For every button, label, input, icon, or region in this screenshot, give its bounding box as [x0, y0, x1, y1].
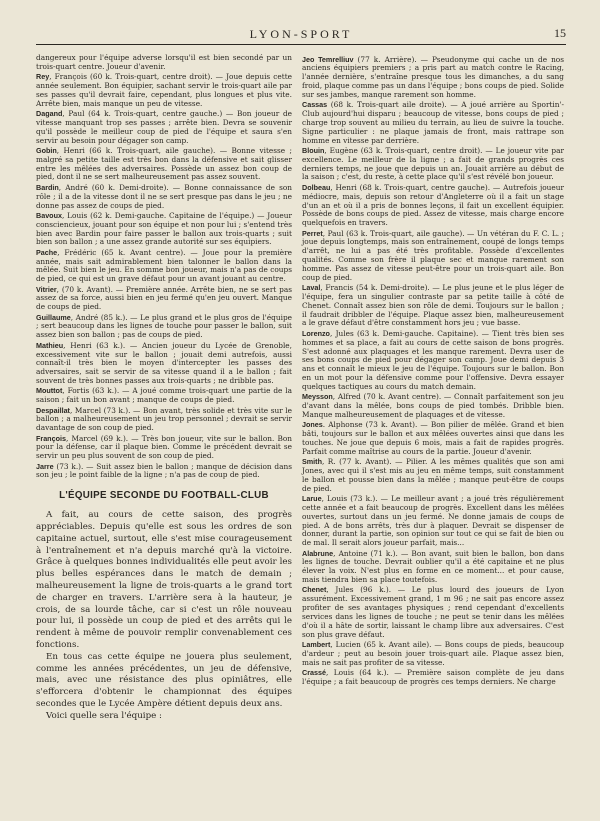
player-name: Gobin	[36, 145, 57, 155]
player-description: , Lucien (65 k. Avant aile). — Bons coups de pieds, beaucoup d'ardeur ; peut au besoin jouer trois-quart aile. Plaque assez bien, mais ne sait pas profiter de sa vitesse.	[302, 640, 564, 667]
player-entry	[302, 330, 564, 392]
player-name: Chenet	[302, 585, 327, 595]
player-name: Jarre	[36, 461, 54, 471]
player-description: , Jules (96 k.). — Le plus lourd des joueurs de Lyon assurément. Excessivement grand, 1 m 96 ; ne sait pas encore assez profiter de ses avantages physiques ; rend cependant d'excellents services dans les lignes de touche ; ne peut se tenir dans les mêlées d'où il a hâte de sortir, laissant le champ libre aux adversaires. C'est son plus grave défaut.	[302, 585, 564, 639]
right-column	[302, 54, 564, 687]
continued-paragraph: dangereux pour l'équipe adverse lorsqu'il est bien secondé par un trois-quart centre. Joueur d'avenir.	[36, 53, 292, 71]
player-entry	[302, 641, 564, 668]
section-paragraph: Voici quelle sera l'équipe :	[46, 710, 162, 721]
player-name: Rey	[36, 72, 50, 82]
player-name: Mathieu	[36, 340, 64, 350]
player-entry	[302, 421, 564, 456]
player-entry	[36, 407, 292, 434]
player-name: Guillaume	[36, 312, 71, 322]
player-name: Bardin	[36, 182, 59, 192]
player-description: , Marcel (73 k.). — Bon avant, très solide et très vite sur le ballon ; a malheureusement un jeu trop personnel ; devrait se servir davantage de son coup de pied.	[36, 405, 292, 433]
player-description: (73 k.). — Suit assez bien le ballon ; manque de décision dans son jeu ; le point faible de la ligne ; n'a pas de coup de pied.	[36, 461, 292, 480]
player-description: , (70 k. Avant). — Première année. Arrête bien, ne se sert pas assez de sa force, aussi bien en jeu fermé qu'en jeu ouvert. Manque de coups de pied.	[36, 284, 292, 312]
player-entry	[36, 286, 292, 313]
player-description: , Antoine (71 k.). — Bon avant, suit bien le ballon, bon dans les lignes de touche. Devrait oublier qu'il a été capitaine et ne plus élever la voix. N'est plus en forme en ce moment... et pour cause, mais tiendra bien sa place toutefois.	[302, 548, 564, 585]
player-entry	[302, 669, 564, 687]
player-entry	[302, 147, 564, 182]
player-entry	[36, 463, 292, 481]
player-name: Smith	[302, 457, 322, 467]
player-description: , Henri (66 k. Trois-quart, aile gauche). — Bonne vitesse ; malgré sa petite taille est très bon dans la défensive et sait glisser entre les mêlées des adversaires. Possède un assez bon coup de pied, dont il ne se sert malheureusement pas assez souvent.	[36, 145, 292, 182]
player-description: , André (60 k. Demi-droite). — Bonne connaissance de son rôle ; il a de la vitesse dont il ne se sert presque pas dans le jeu ; ne donne pas assez de coups de pied.	[36, 182, 292, 210]
player-description: , Paul (63 k. Trois-quart, aile gauche). — Un vétéran du F. C. L. ; joue depuis longtemps, mais son entraînement, coupé de longs temps d'arrêt, ne lui a pas été très profitable. Possède d'excellentes qualités. Comme son frère il plaque sec et manque rarement son homme. Pas assez de vitesse peut-être pour un trois-quart aile. Bon coup de pied.	[302, 228, 564, 282]
player-name: Lambert	[302, 640, 331, 649]
left-column	[36, 54, 292, 723]
player-entry	[36, 314, 292, 341]
player-description: , Fortis (63 k.). — A joué comme trois-quart une partie de la saison ; fait un bon avant ; manque de coups de pied.	[36, 386, 292, 405]
player-name: Lorenzo	[302, 328, 330, 338]
player-description: , Henri (63 k.). — Ancien joueur du Lycée de Grenoble, excessivement vite sur le ballon ; jouait demi autrefois, aussi connaît-il très bien le moyen d'intercepter les passes des adversaires, sait se servir de sa vitesse quand il a le ballon ; fait souvent de très bonnes passes aux trois-quarts ; ne dribble pas.	[36, 340, 292, 386]
player-description: , Frédéric (65 k. Avant centre). — Joue pour la première année, mais sait admirablement bien talonner le ballon dans la mêlée. Suit bien le jeu. En somme bon joueur, mais n'a pas de coups de pied, ce qui est un grave défaut pour un avant jouant au centre.	[36, 247, 292, 284]
player-name: Jeo Temrelliuv	[302, 54, 354, 64]
player-description: , François (60 k. Trois-quart, centre droit). — Joue depuis cette année seulement. Bon équipier, sachant servir le trois-quart aile par ses passes qu'il devrait faire, cependant, plus longues et plus vite. Arrête bien, mais manque un peu de vitesse.	[36, 72, 292, 108]
player-entry	[302, 393, 564, 420]
player-description: , Alfred (70 k. Avant centre). — Connaît parfaitement son jeu d'avant dans la mêlée, bons coups de pied tombés. Dribble bien. Manque malheureusement de plaquages et de vitesse.	[302, 392, 564, 419]
player-name: François	[36, 433, 66, 443]
player-description: , Henri (68 k. Trois-quart, centre gauche). — Autrefois joueur médiocre, mais, depuis son retour d'Angleterre où il a fait un stage d'un an et où il a pris de bonnes leçons, il fait un excellent équipier. Possède de bons coups de pied. Assez de vitesse, mais charge encore quelquefois en travers.	[302, 182, 564, 228]
player-description: , Marcel (69 k.). — Très bon joueur, vite sur le ballon. Bon pour la défense, car il plaque bien. Comme le précédent devrait se servir un peu plus souvent de son coup de pied.	[36, 433, 292, 461]
player-entry	[302, 495, 564, 548]
player-name: Despaillat	[36, 405, 70, 415]
player-name: Larue	[302, 494, 322, 503]
player-name: Cassas	[302, 100, 328, 110]
player-entry	[302, 230, 564, 283]
page-header	[36, 26, 566, 45]
player-entry	[36, 249, 292, 284]
player-description: , Louis (64 k.). — Première saison complète de jeu dans l'équipe ; a fait beaucoup de progrès ces temps derniers. Ne charge	[302, 668, 564, 686]
player-description: . Alphonse (73 k. Avant). — Bon pilier de mêlée. Grand et bien bâti, toujours sur le ballon et aux mêlées ouvertes ainsi que dans les touches. Ne joue que depuis 6 mois, mais a fait de rapides progrès. Parfait comme maîtrise au cours de la partie. Joueur d'avenir.	[302, 420, 564, 456]
player-description: , R. (77 k. Avant). — Pilier. A les mêmes qualités que son ami Jones, avec qui il s'est mis au jeu en même temps, suit constamment le ballon et pousse bien dans la mêlée ; manque peut-être de coups de pied.	[302, 457, 564, 493]
player-description: , Eugène (63 k. Trois-quart, centre droit). — Le joueur vite par excellence. Le meilleur de la ligne ; a fait de grands progrès ces derniers temps, ne joue que depuis un an. Jouait arrière au début de la saison ; c'est, du reste, à cette place qu'il s'est révélé bon joueur.	[302, 145, 564, 182]
page-number: 15	[554, 26, 566, 40]
player-entry	[36, 110, 292, 145]
player-description: , Louis (62 k. Demi-gauche. Capitaine de l'équipe.) — Joueur consciencieux, jouant pour son équipe et non pour lui ; s'entend très bien avec Bardin pour faire passer le ballon aux trois-quarts ; suit bien son ballon ; a une assez grande autorité sur ses équipiers.	[36, 210, 292, 247]
player-name: Blouin	[302, 145, 325, 155]
player-name: Alabrune	[302, 548, 334, 558]
player-entry	[36, 342, 292, 386]
player-entry	[302, 586, 564, 639]
player-description: , André (85 k.). — Le plus grand et le plus gros de l'équipe ; sert beaucoup dans les lignes de touche pour passer le ballon, suit assez bien son ballon ; pas de coups de pied.	[36, 312, 292, 340]
player-name: Jones	[302, 420, 323, 430]
player-name: Mouttot	[36, 386, 63, 396]
player-description: , Louis (73 k.). — Le meilleur avant ; a joué très régulièrement cette année et a fait beaucoup de progrès. Excellent dans les mêlées ouvertes, surtout dans un jeu fermé. Ne donne jamais de coups de pied. A de bons arrêts, très dur à plaquer. Devrait se dispenser de donner, durant la partie, son opinion sur tout ce qui se fait de bien ou de mal. Il serait alors joueur parfait, mais...	[302, 494, 564, 548]
section-paragraph: En tous cas cette équipe ne jouera plus seulement, comme les années précédentes, un jeu de défensive, mais, avec une résistance des plus opiniâtres, elle s'efforcera d'obtenir le championnat des équipes secondes que le Lycée Ampère détient depuis deux ans.	[36, 651, 292, 709]
player-entry	[36, 387, 292, 405]
left-player-list	[36, 73, 292, 480]
player-entry	[302, 56, 564, 100]
player-entry	[36, 147, 292, 182]
player-entry	[302, 101, 564, 145]
player-description: , Jules (63 k. Demi-gauche. Capitaine). — Tient très bien ses hommes et sa place, a fait au cours de cette saison de bons progrès. S'est adonné aux plaquages et les manque rarement. Devra user de ses bons coups de pied pour dégager son camp. Joue demi depuis 3 ans et connaît le mieux le jeu de l'équipe. Toujours sur le ballon. Bon en un mot pour la défensive comme pour l'offensive. Devra essayer quelques tactiques au cours du match demain.	[302, 328, 564, 391]
player-description: , Paul (64 k. Trois-quart, centre gauche.) — Bon joueur de vitesse manquant trop ses passes ; arrête bien. Devra se souvenir qu'il possède le meilleur coup de pied de l'équipe et saura s'en servir au besoin pour dégager son camp.	[36, 109, 292, 145]
player-entry	[36, 184, 292, 211]
section-intro	[36, 510, 292, 722]
section-heading: L'ÉQUIPE SECONDE DU FOOTBALL-CLUB	[59, 490, 269, 502]
player-description: (77 k. Arrière). — Pseudonyme qui cache un de nos anciens équipiers premiers ; a pris part au match contre le Racing, l'année dernière, s'entraîne presque tous les dimanches, a du sang froid, plaque comme pas un dans l'équipe ; bons coups de pied. Solide sur ses jambes, manque rarement son homme.	[302, 54, 564, 99]
player-name: Dolbeau	[302, 182, 331, 192]
player-entry	[36, 435, 292, 462]
player-name: Meysson	[302, 392, 333, 402]
player-name: Pache	[36, 247, 58, 257]
right-player-list	[302, 56, 564, 687]
player-name: Laval	[302, 283, 321, 293]
player-entry	[302, 550, 564, 585]
player-entry	[302, 284, 564, 328]
player-entry	[302, 184, 564, 228]
player-name: Crassé	[302, 668, 326, 678]
section-paragraph: A fait, au cours de cette saison, des progrès appréciables. Depuis qu'elle est sous les ordres de son capitaine actuel, surtout, elle s'est mise courageusement à l'entraînement et n'a depuis marché qu'à la victoire. Grâce à quelques bonnes individualités elle peut avoir les plus belles espérances dans le match de demain ; malheureusement la ligne de trois-quarts a le grand tort de charger en travers. L'arrière sera à la hauteur, je crois, de sa lourde tâche, car si c'est un rôle nouveau pour lui, il possède un coup de pied et des arrêts qui le rendent à même de pouvoir remplir convenablement ces fonctions.	[36, 510, 292, 650]
player-name: Perret	[302, 228, 323, 238]
player-entry	[302, 458, 564, 493]
player-name: Vitrier	[36, 284, 57, 294]
player-description: (68 k. Trois-quart aile droite). — A joué arrière au Sportin'-Club aujourd'hui disparu ; beaucoup de vitesse, bons coups de pied ; charge trop souvent au milieu du terrain, au lieu de suivre la touche. Signe particulier : ne plaque jamais de front, mais rattrape son homme en vitesse par derrière.	[302, 100, 564, 145]
masthead-title: LYON-SPORT	[249, 27, 353, 41]
player-name: Dagand	[36, 109, 63, 119]
player-name: Bavoux	[36, 210, 62, 220]
player-entry	[36, 73, 292, 108]
player-description: , Francis (54 k. Demi-droite). — Le plus jeune et le plus léger de l'équipe, fera un singulier contraste par sa petite taille à côté de Chenet. Connaît assez bien son rôle de demi. Toujours sur le ballon ; il faudrait dribbler de l'équipe. Plaque assez bien, malheureusement a le grave défaut d'être constamment hors jeu ; vue basse.	[302, 283, 564, 328]
player-entry	[36, 212, 292, 247]
